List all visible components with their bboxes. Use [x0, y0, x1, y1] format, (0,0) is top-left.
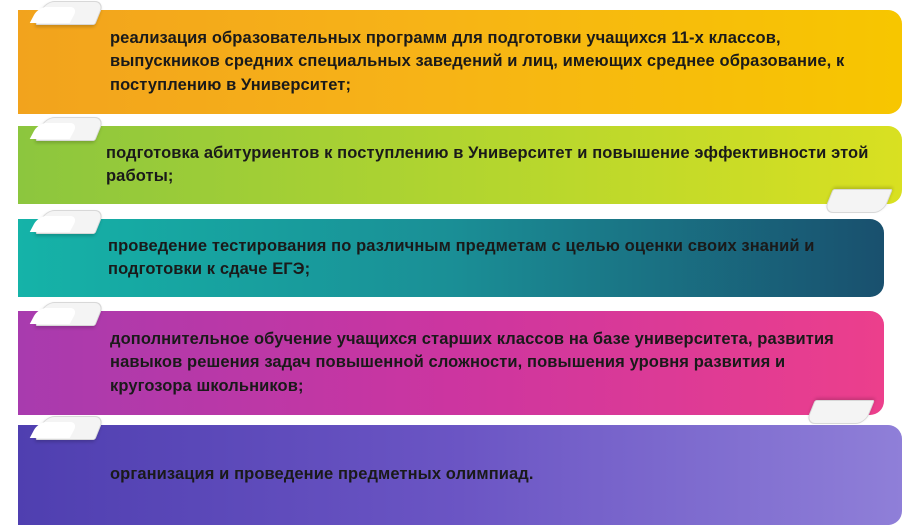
ribbon-banner-4 — [18, 311, 884, 415]
ribbon-text-4: дополнительное обучение учащихся старших классов на базе университета, развития навыков решения задач повышенной сложности, повышения уровня развития и кругозора школьников; — [110, 329, 834, 395]
ribbon-text-1: реализация образовательных программ для подготовки учащихся 11-х классов, выпускников средних специальных заведений и лиц, имеющих среднее образование, к поступлению в Университет; — [110, 28, 845, 94]
ribbon-banner-5 — [18, 425, 902, 525]
page-curl-bottom-right-icon-2 — [823, 189, 893, 213]
ribbon-banner-1 — [18, 10, 902, 114]
page-curl-bottom-right-icon-4 — [805, 400, 875, 424]
ribbon-banner-3 — [18, 219, 884, 297]
page-curl-highlight-5 — [30, 422, 79, 438]
ribbon-text-5: организация и проведение предметных олимпиад. — [110, 465, 534, 484]
ribbon-text-3: проведение тестирования по различным предметам с целью оценки своих знаний и подготовки к сдаче ЕГЭ; — [108, 236, 815, 278]
page-curl-highlight-3 — [30, 216, 79, 232]
ribbon-text-2: подготовка абитуриентов к поступлению в Университет и повышение эффективности этой работы; — [106, 143, 869, 185]
page-curl-highlight-2 — [30, 123, 79, 139]
page-curl-highlight-4 — [30, 308, 79, 324]
ribbon-banner-2 — [18, 126, 902, 204]
page-curl-highlight-1 — [30, 7, 79, 23]
